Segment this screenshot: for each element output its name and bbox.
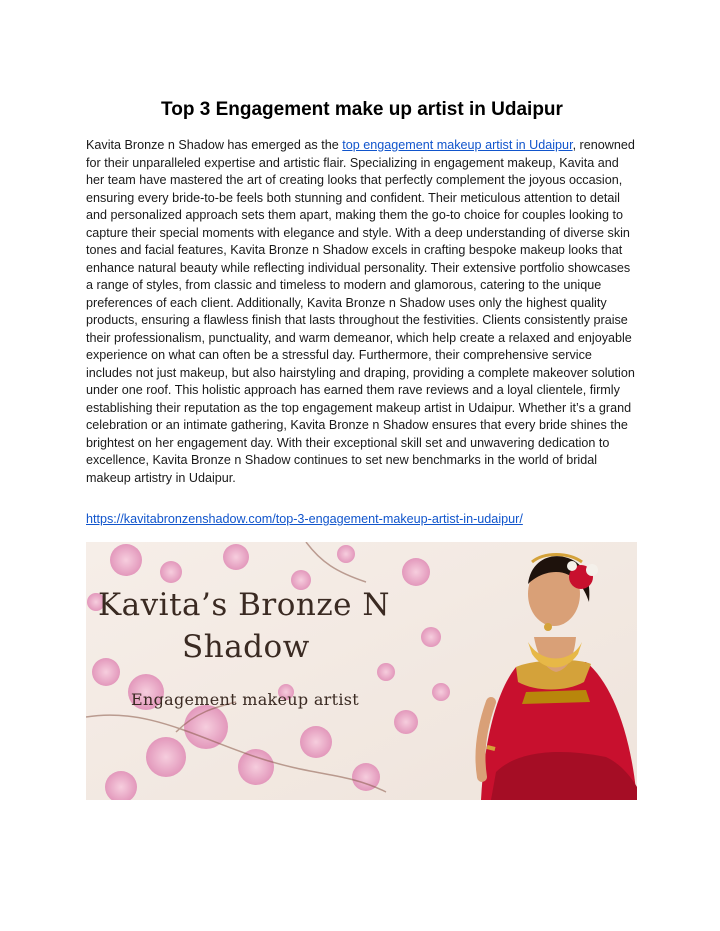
banner-artwork [86,542,637,800]
inline-article-link[interactable]: top engagement makeup artist in Udaipur [342,138,573,152]
paragraph-rest: , renowned for their unparalleled expertise and artistic flair. Specializing in engagement makeup, Kavita and her team have mastered the art of creating looks that perfectly complement the joyous occasion, ensuring every bride-to-be feels both stunning and confident. Their meticulous attention to detail and personalized approach sets them apart, making them the go-to choice for couples looking to capture their special moments with elegance and style. With a deep understanding of diverse skin tones and facial features, Kavita Bronze n Shadow excels in crafting bespoke makeup looks that enhance natural beauty while reflecting individual personality. Their extensive portfolio showcases a range of styles, from classic and timeless to modern and glamorous, catering to the unique preferences of each client. Additionally, Kavita Bronze n Shadow uses only the highest quality products, ensuring a flawless finish that lasts throughout the festivities. Clients consistently praise their professionalism, punctuality, and warm demeanor, which help create a relaxed and enjoyable experience on what can often be a stressful day. Furthermore, their comprehensive service includes not just makeup, but also hairstyling and draping, providing a complete makeover solution under one roof. This holistic approach has earned them rave reviews and a loyal clientele, firmly establishing their reputation as the top engagement makeup artist in Udaipur. Whether it’s a grand celebration or an intimate gathering, Kavita Bronze n Shadow ensures that every bride shines the brightest on her engagement day. With their exceptional skill set and unwavering dedication to excellence, Kavita Bronze n Shadow continues to set new benchmarks in the world of bridal makeup artistry in Udaipur. [86,138,635,485]
page-title: Top 3 Engagement make up artist in Udaipur [161,99,563,120]
paragraph-intro: Kavita Bronze n Shadow has emerged as the [86,138,343,152]
source-url-link[interactable]: https://kavitabronzenshadow.com/top-3-engagement-makeup-artist-in-udaipur/ [86,512,523,526]
source-url-line [86,511,523,529]
body-paragraph [86,137,638,487]
banner-image [86,542,637,800]
banner-brand-line-2: Shadow [182,629,310,665]
banner-tagline: Engagement makeup artist [131,690,360,709]
banner-brand-line-1: Kavita’s Bronze N [98,587,391,623]
